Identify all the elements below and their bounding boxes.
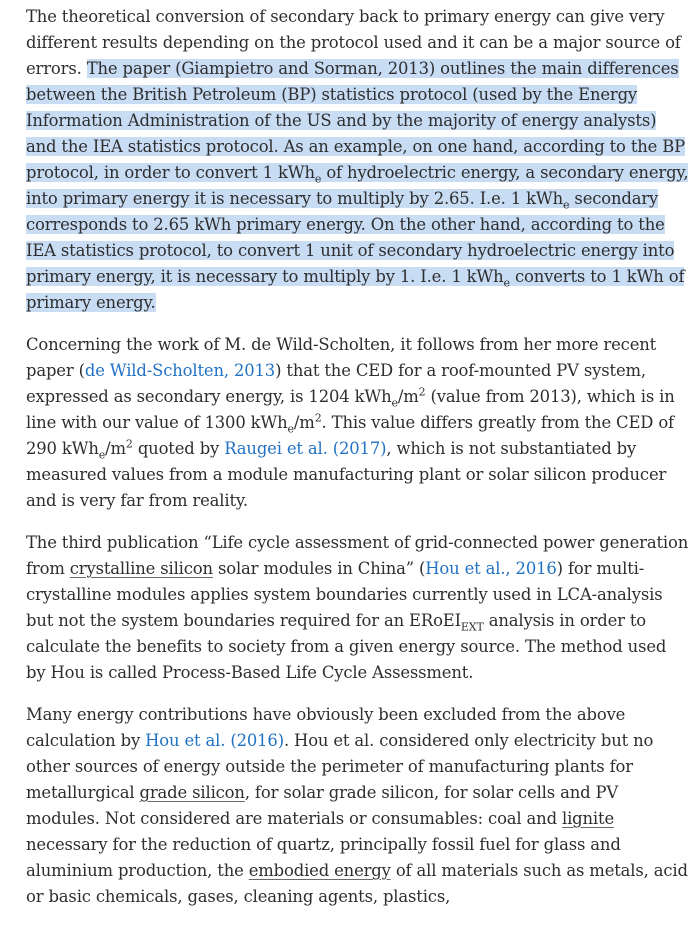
paragraph-text: Many energy contributions have obviously been excluded from the above calculation by (26, 705, 626, 750)
unit-text: /m (397, 387, 419, 406)
paragraph-text: ) for multi-crystalline modules applies system boundaries currently used in LCA-analysis but not the system boundaries required for an ERoEI (26, 559, 663, 630)
selected-text-part: of hydroelectric energy, a secondary energy, into primary energy it is necessary to multiply by 2.65. I.e. 1 kWh (26, 163, 689, 208)
topic-link-lignite[interactable]: lignite (562, 809, 615, 828)
paragraph-text: analysis in order to calculate the benefits to society from a given energy source. The method used by Hou is called Process-Based Life Cycle Assessment. (26, 611, 667, 682)
subscript-e: e (503, 276, 510, 290)
subscript-e: e (287, 422, 294, 436)
paragraph-text: The theoretical conversion of secondary back to primary energy can give very different results depending on the protocol used and it can be a major source of errors. (26, 7, 681, 78)
paragraph-wild-scholten (26, 332, 690, 514)
paragraph-text: necessary for the reduction of quartz, principally fossil fuel for glass and aluminium production, the (26, 835, 621, 880)
citation-link-hou-2016[interactable]: Hou et al. (2016) (145, 731, 284, 750)
paragraph-text: solar modules in China” ( (212, 559, 426, 578)
topic-link-grade-silicon[interactable]: grade silicon (139, 783, 245, 802)
paragraph-text: (value from 2013), which is in line with our value of 1300 kWh (26, 387, 675, 432)
subscript-ext: EXT (460, 620, 484, 634)
citation-link-wild-scholten[interactable]: de Wild-Scholten, 2013 (84, 361, 276, 380)
superscript-2: 2 (125, 437, 133, 451)
subscript-e: e (391, 396, 398, 410)
paragraph-text: . This value differs greatly from the CED of 290 kWh (26, 413, 674, 458)
paragraph-hou-publication (26, 530, 690, 686)
topic-link-embodied-energy[interactable]: embodied energy (248, 861, 391, 880)
unit-text: /m (293, 413, 315, 432)
unit-text: /m (105, 439, 126, 458)
article-body (26, 4, 690, 926)
paragraph-text: The third publication “Life cycle assessment of grid-connected power generation from (26, 533, 689, 578)
paragraph-energy-contributions (26, 702, 690, 910)
paragraph-text: Concerning the work of M. de Wild-Scholten, it follows from her more recent paper ( (26, 335, 657, 380)
paragraph-text: ) that the CED for a roof-mounted PV system, expressed as secondary energy, is 1204 kWh (26, 361, 646, 406)
superscript-2: 2 (314, 411, 322, 425)
selected-text-part: converts to 1 kWh of primary energy. (26, 267, 685, 312)
subscript-e: e (314, 172, 322, 186)
subscript-e: e (98, 448, 106, 462)
selected-text (26, 59, 688, 312)
superscript-2: 2 (418, 385, 426, 399)
paragraph-text: of all materials such as metals, acid or basic chemicals, gases, cleaning agents, plastics, (26, 861, 688, 906)
paragraph-text: quoted by (132, 439, 225, 458)
subscript-e: e (563, 198, 570, 212)
paragraph-text: , which is not substantiated by measured values from a module manufacturing plant or solar silicon producer and is very far from reality. (26, 439, 667, 510)
selected-text-part: secondary corresponds to 2.65 kWh primary energy. On the other hand, according to the IEA statistics protocol, to convert 1 unit of secondary hydroelectric energy into primary energy, it is necessary to multiply by 1. I.e. 1 kWh (26, 189, 675, 286)
paragraph-text: , for solar grade silicon, for solar cells and PV modules. Not considered are materials or consumables: coal and (26, 783, 619, 828)
citation-link-hou[interactable]: Hou et al., 2016 (425, 559, 557, 578)
paragraph-protocol (26, 4, 690, 316)
citation-link-raugei[interactable]: Raugei et al. (2017) (224, 439, 387, 458)
selected-text-part: The paper (Giampietro and Sorman, 2013) outlines the main differences between the British Petroleum (BP) statistics protocol (used by the Energy Information Administration of the US and by the majority of energy analysts) and the IEA statistics protocol. As an example, on one hand, according to the BP protocol, in order to convert 1 kWh (26, 59, 686, 182)
topic-link-crystalline-silicon[interactable]: crystalline silicon (69, 559, 213, 578)
paragraph-text: . Hou et al. considered only electricity but no other sources of energy outside the perimeter of manufacturing plants for metallurgical (26, 731, 654, 802)
